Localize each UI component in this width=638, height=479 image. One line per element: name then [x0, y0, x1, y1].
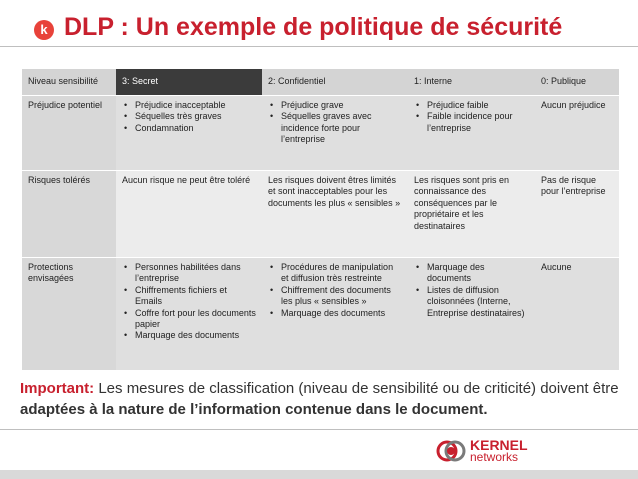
- note-text: Les mesures de classification (niveau de sensibilité ou de criticité) doivent être: [94, 380, 619, 397]
- table-cell: [116, 258, 262, 371]
- bullet-list: [122, 262, 256, 342]
- table-cell: Les risques doivent êtres limités et sont inacceptables pour les documents les plus « sensibles »: [262, 171, 408, 258]
- list-item: • Condamnation: [122, 123, 256, 134]
- list-item: • Marquage des documents: [268, 308, 402, 319]
- column-header: 2: Confidentiel: [262, 69, 408, 96]
- table-cell: [262, 258, 408, 371]
- list-item: • Chiffrement des documents les plus « sensibles »: [268, 285, 402, 308]
- bullet-list: [414, 262, 529, 319]
- list-item: • Chiffrements fichiers et Emails: [122, 285, 256, 308]
- slide-title: DLP : Un exemple de politique de sécurité: [64, 13, 563, 41]
- bullet-list: [122, 100, 256, 134]
- column-header: 1: Interne: [408, 69, 535, 96]
- important-note: [20, 378, 620, 420]
- brand-subtitle: networks: [470, 450, 519, 464]
- kernel-networks-logo: [436, 436, 626, 466]
- row-label: Protections envisagées: [22, 258, 116, 371]
- kernel-logo-icon: k: [34, 20, 54, 40]
- brand-name: KERNEL: [470, 437, 528, 453]
- list-item: • Coffre fort pour les documents papier: [122, 308, 256, 331]
- table-cell: [262, 96, 408, 171]
- table-cell: Pas de risque pour l’entreprise: [535, 171, 619, 258]
- table-cell: Aucun risque ne peut être toléré: [116, 171, 262, 258]
- column-header: Niveau sensibilité: [22, 69, 116, 96]
- list-item: • Préjudice faible: [414, 100, 529, 111]
- table-cell: Aucune: [535, 258, 619, 371]
- footer-band: [0, 470, 638, 479]
- row-label: Préjudice potentiel: [22, 96, 116, 171]
- bullet-list: [268, 100, 402, 146]
- note-emphasis: adaptées à la nature de l’information contenue dans le document.: [20, 401, 488, 418]
- column-header: 3: Secret: [116, 69, 262, 96]
- table-cell: [408, 96, 535, 171]
- list-item: • Listes de diffusion cloisonnées (Interne, Entreprise destinataires): [414, 285, 529, 319]
- list-item: • Préjudice grave: [268, 100, 402, 111]
- table-cell: [408, 258, 535, 371]
- table-row: [22, 258, 619, 371]
- list-item: • Séquelles graves avec incidence forte pour l’entreprise: [268, 111, 402, 145]
- table-row: [22, 96, 619, 171]
- list-item: • Faible incidence pour l’entreprise: [414, 111, 529, 134]
- list-item: • Personnes habilitées dans l’entreprise: [122, 262, 256, 285]
- bullet-list: [414, 100, 529, 134]
- table-row: [22, 171, 619, 258]
- security-policy-table: [22, 69, 619, 370]
- title-divider: [0, 46, 638, 47]
- list-item: • Préjudice inacceptable: [122, 100, 256, 111]
- table-cell: Les risques sont pris en connaissance des conséquences par le propriétaire et les destinataires: [408, 171, 535, 258]
- footer-divider: [0, 429, 638, 430]
- table-cell: Aucun préjudice: [535, 96, 619, 171]
- important-label: Important:: [20, 380, 95, 397]
- table-cell: [116, 96, 262, 171]
- list-item: • Procédures de manipulation et diffusion très restreinte: [268, 262, 402, 285]
- bullet-list: [268, 262, 402, 319]
- table-header-row: [22, 69, 619, 96]
- kernel-rings-icon: [436, 436, 466, 466]
- list-item: • Marquage des documents: [414, 262, 529, 285]
- list-item: • Séquelles très graves: [122, 111, 256, 122]
- column-header: 0: Publique: [535, 69, 619, 96]
- row-label: Risques tolérés: [22, 171, 116, 258]
- list-item: • Marquage des documents: [122, 330, 256, 341]
- slide-header: [0, 0, 638, 60]
